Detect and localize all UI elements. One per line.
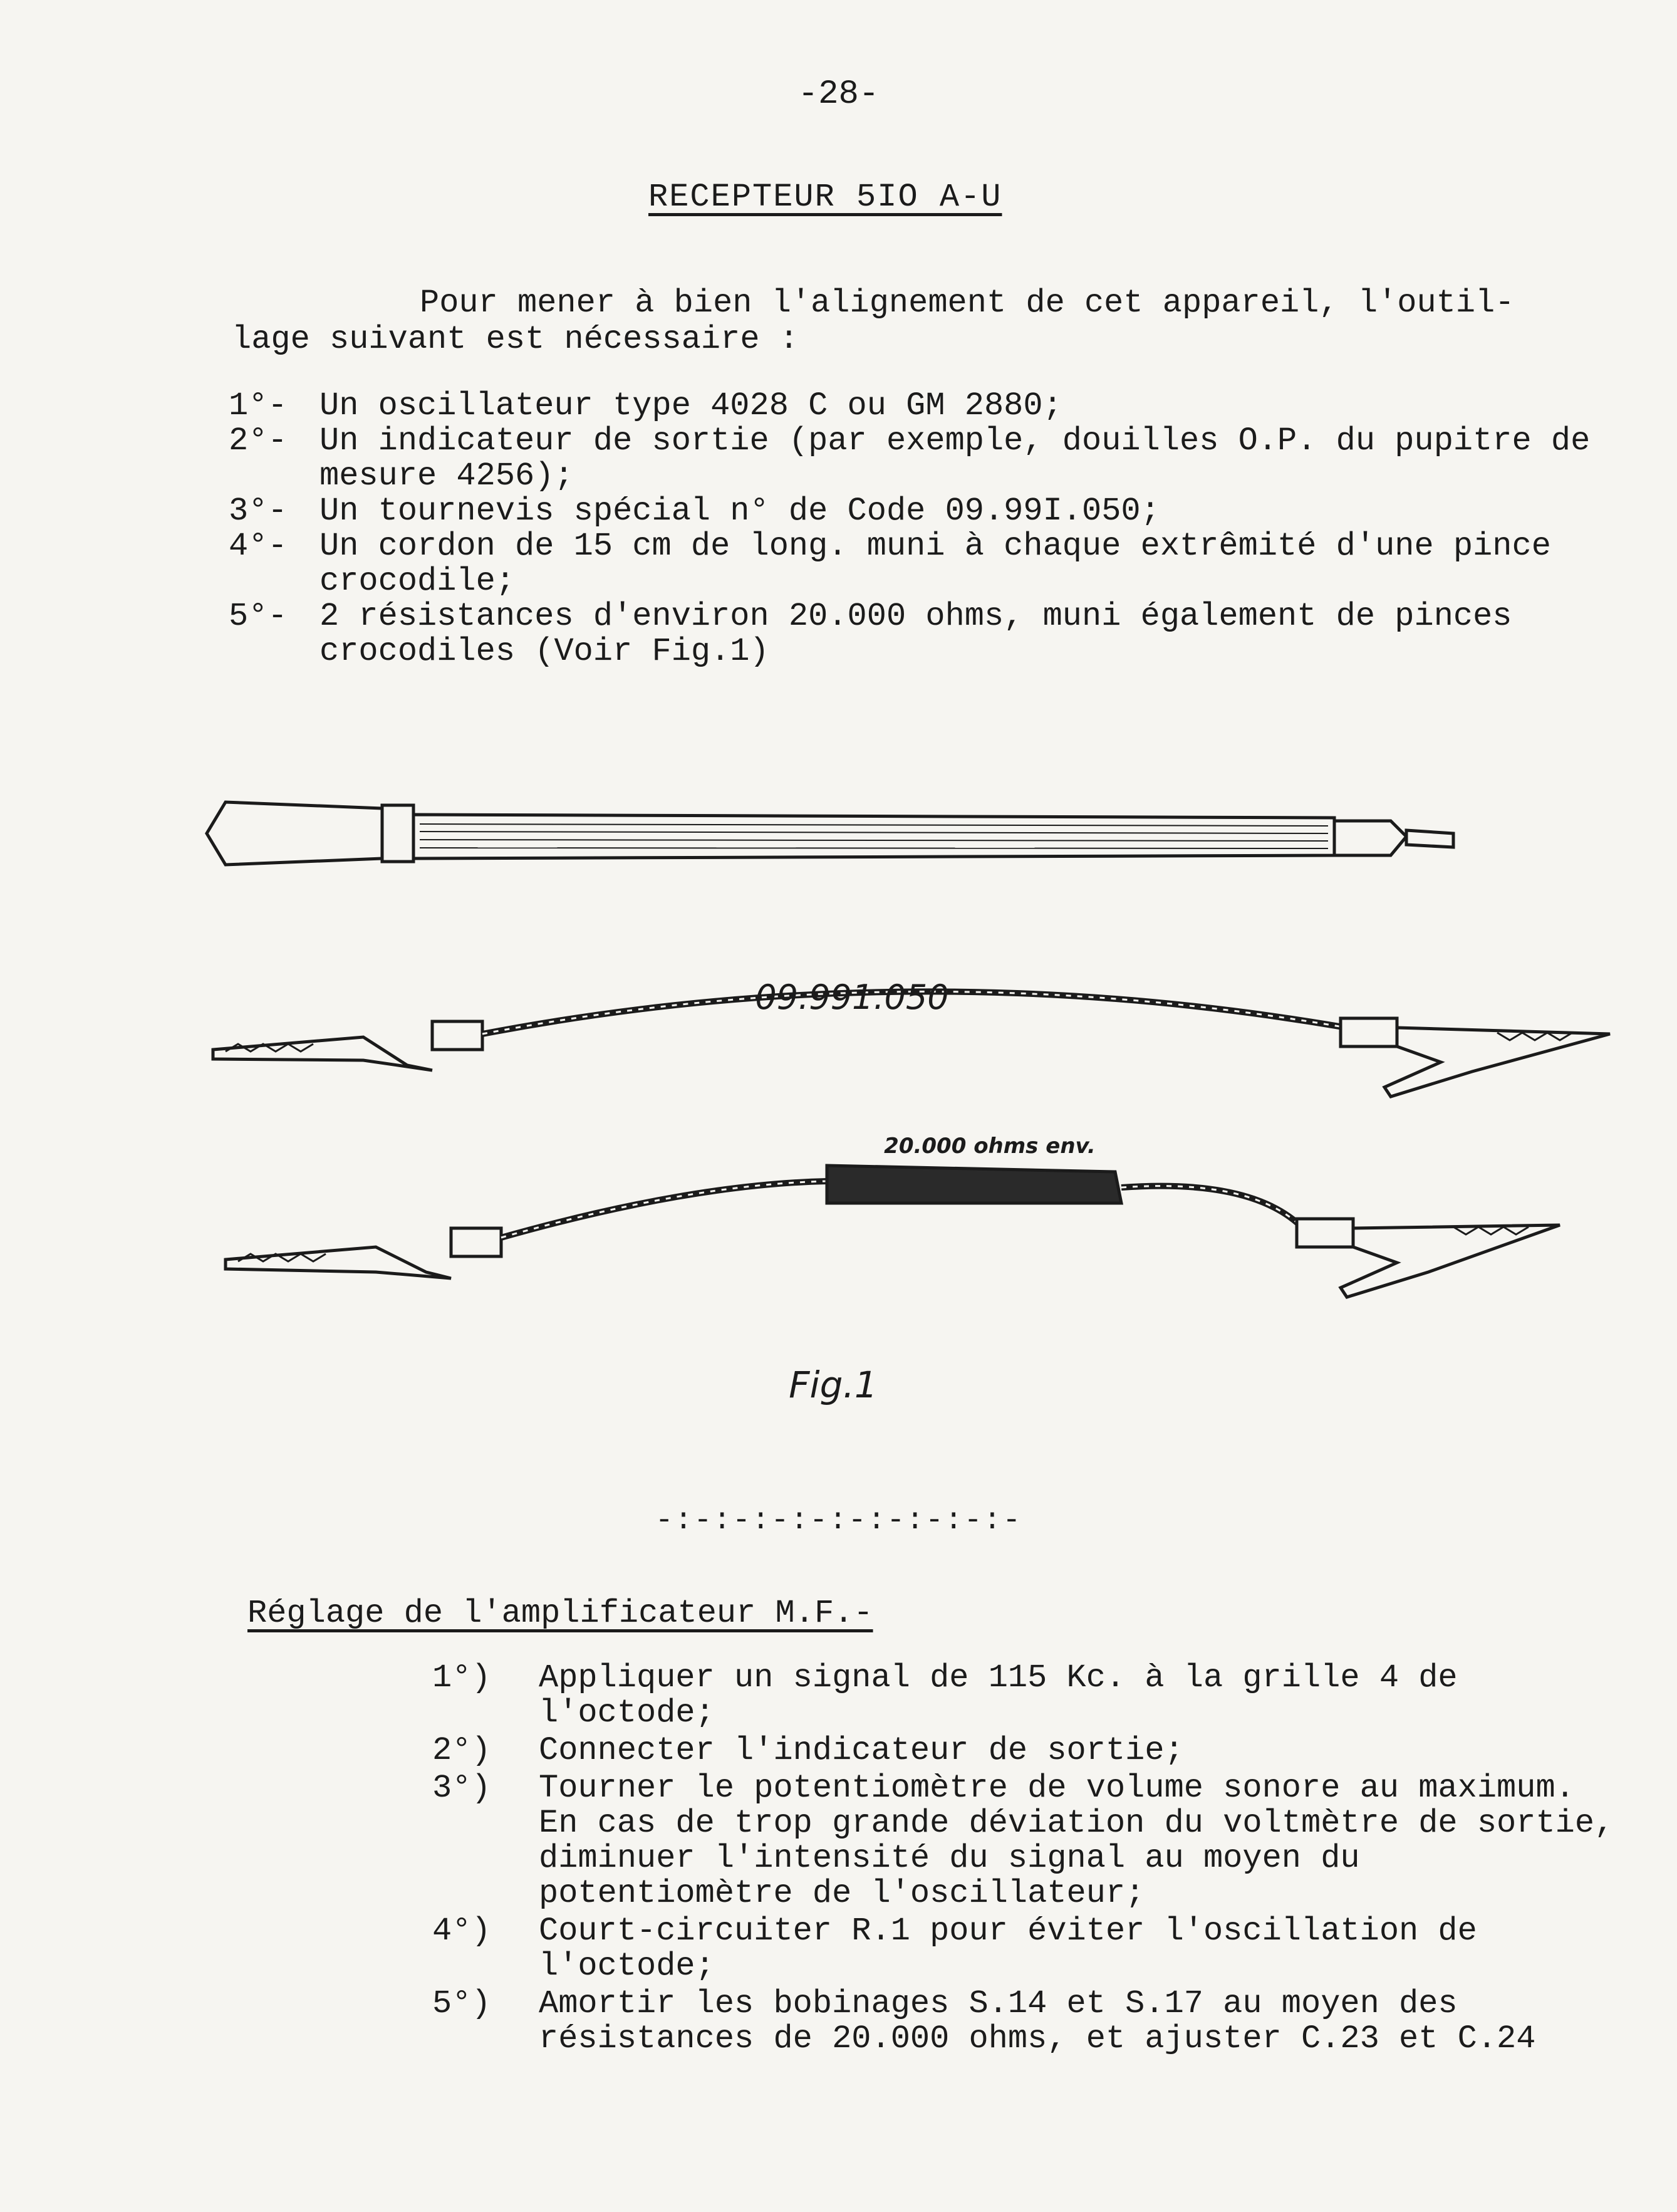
intro-line-1: Pour mener à bien l'alignement de cet appareil, l'outil- — [420, 284, 1515, 321]
tool-number: 5°- — [229, 598, 288, 635]
tool-item — [229, 389, 1638, 424]
step-item — [432, 1733, 1622, 1768]
tool-number: 4°- — [229, 528, 288, 565]
tool-item — [229, 424, 1638, 494]
tool-text: Un indicateur de sortie (par exemple, douilles O.P. du pupitre de mesure 4256); — [319, 422, 1591, 494]
figure-1 — [0, 771, 1677, 1435]
tool-text: Un oscillateur type 4028 C ou GM 2880; — [319, 387, 1062, 424]
figure-illustration — [0, 771, 1677, 1435]
step-number: 5°) — [432, 1985, 491, 2022]
tool-item — [229, 599, 1638, 669]
screwdriver-illustration — [207, 802, 1453, 865]
figure-caption: Fig.1 — [789, 1364, 878, 1406]
tool-item — [229, 529, 1638, 599]
section-title: Réglage de l'amplificateur M.F.- — [247, 1595, 873, 1632]
step-number: 3°) — [432, 1770, 491, 1807]
page-title: RECEPTEUR 5IO A-U — [648, 179, 1002, 216]
steps-list — [432, 1661, 1622, 2059]
page-number: -28- — [797, 75, 880, 113]
resistor-label: 20.000 ohms env. — [884, 1134, 1096, 1159]
step-text: Amortir les bobinages S.14 et S.17 au moyen des résistances de 20.000 ohms, et ajuster C.23 et C.24 — [539, 1985, 1536, 2057]
step-item — [432, 1661, 1622, 1731]
step-number: 1°) — [432, 1659, 491, 1696]
step-text: Tourner le potentiomètre de volume sonore au maximum. En cas de trop grande déviation du voltmètre de sortie, diminuer l'intensité du signal au moyen du potentiomètre de l'oscillateur; — [539, 1770, 1614, 1912]
step-item — [432, 1986, 1622, 2057]
tool-item — [229, 494, 1638, 529]
screwdriver-code-label: 09.991.050 — [755, 978, 949, 1017]
tool-number: 2°- — [229, 422, 288, 459]
intro-line-2: lage suivant est nécessaire : — [232, 321, 799, 358]
step-item — [432, 1771, 1622, 1911]
step-number: 2°) — [432, 1732, 491, 1769]
step-text: Connecter l'indicateur de sortie; — [539, 1732, 1184, 1769]
step-item — [432, 1914, 1622, 1984]
step-text: Court-circuiter R.1 pour éviter l'oscillation de l'octode; — [539, 1912, 1477, 1985]
separator: -:-:-:-:-:-:-:-:-:- — [655, 1504, 1022, 1538]
intro-paragraph — [232, 285, 1629, 358]
step-text: Appliquer un signal de 115 Kc. à la grille 4 de l'octode; — [539, 1659, 1458, 1731]
tool-number: 3°- — [229, 493, 288, 530]
tool-text: Un cordon de 15 cm de long. muni à chaque extrêmité d'une pince crocodile; — [319, 528, 1551, 600]
tool-number: 1°- — [229, 387, 288, 424]
resistor-cord-illustration — [226, 1166, 1560, 1297]
tool-text: 2 résistances d'environ 20.000 ohms, muni également de pinces crocodiles (Voir Fig.1) — [319, 598, 1512, 670]
step-number: 4°) — [432, 1912, 491, 1949]
tool-text: Un tournevis spécial n° de Code 09.99I.050; — [319, 493, 1160, 530]
tools-list — [229, 389, 1638, 669]
